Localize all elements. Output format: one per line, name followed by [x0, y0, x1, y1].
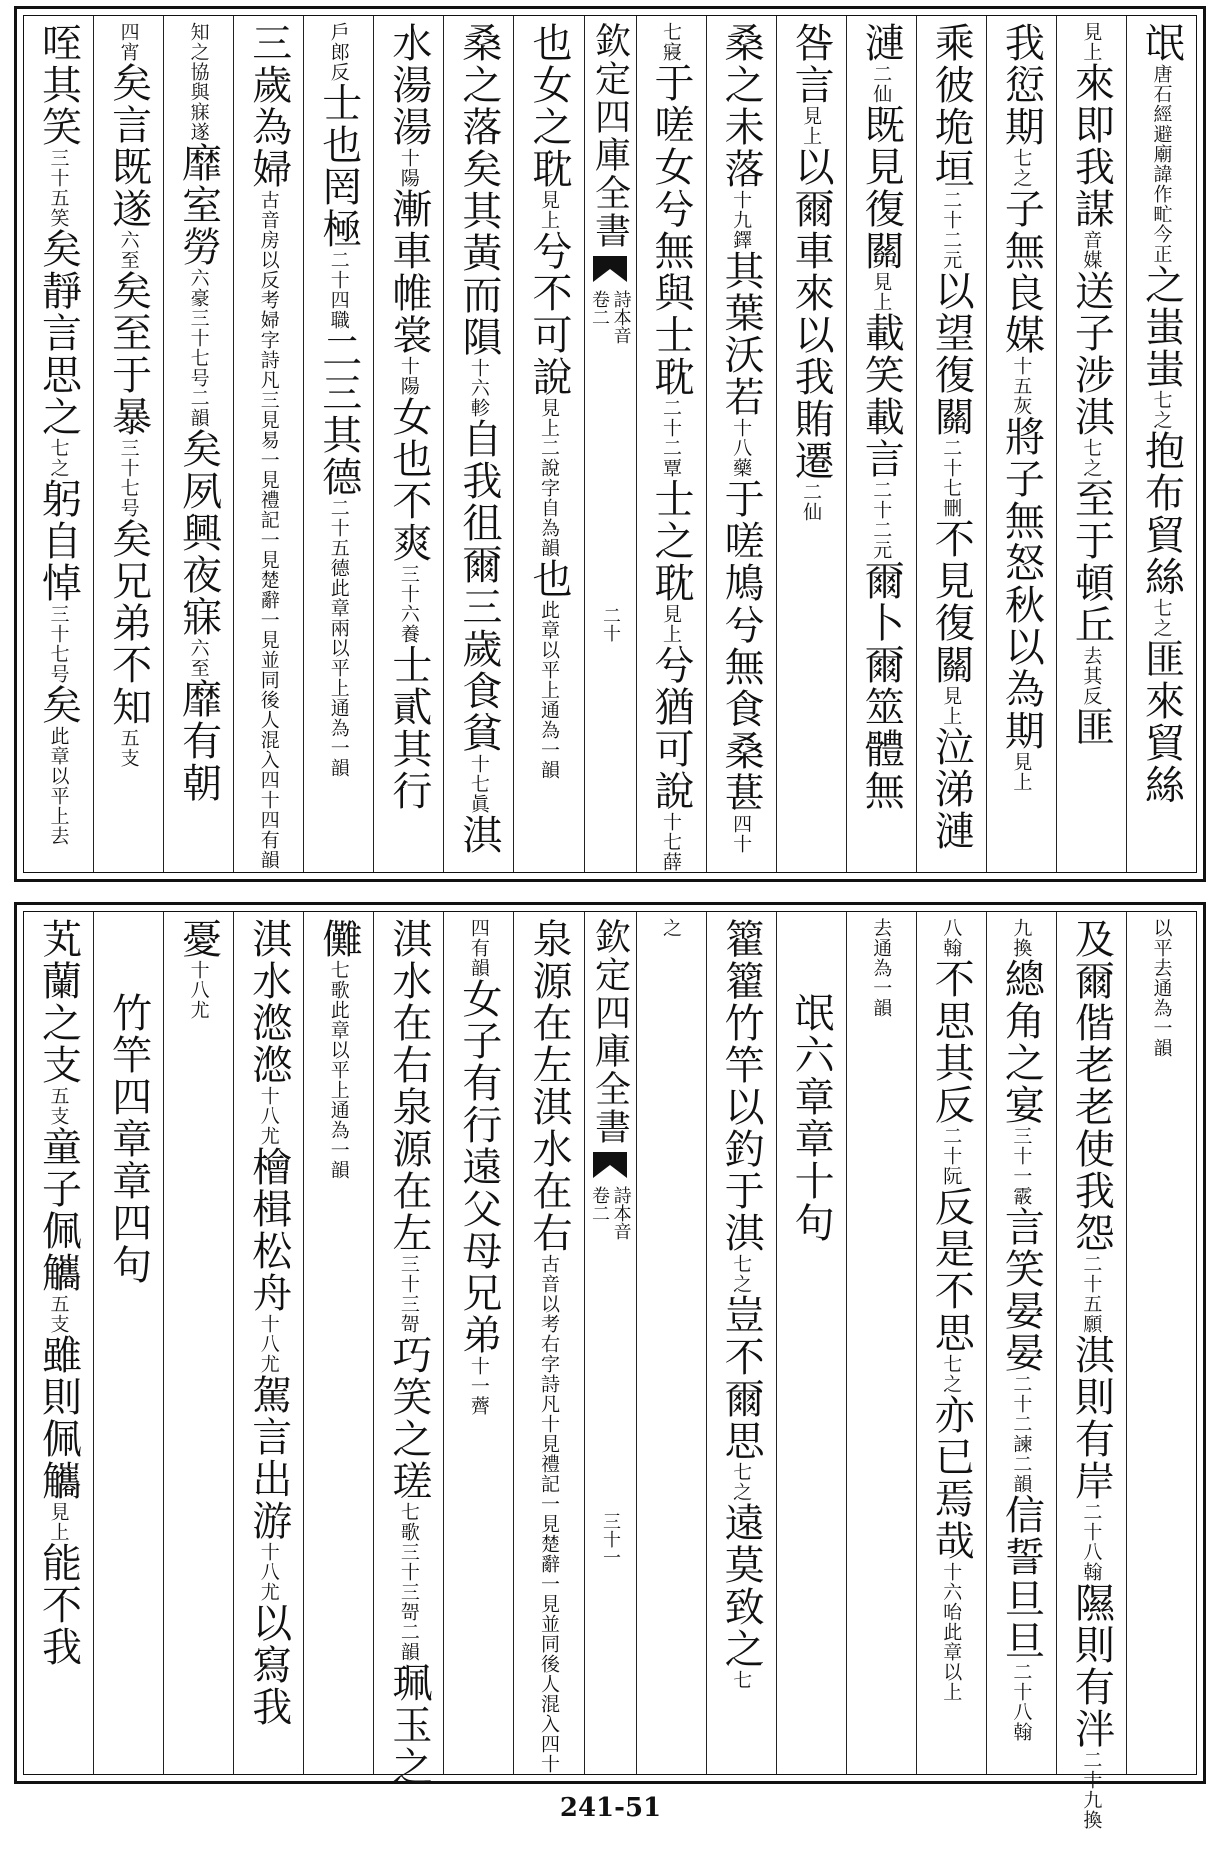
bottom-col-4: 八翰不思其反二十阮反是不思七之亦已焉哉十六咍此章以上: [916, 912, 986, 1774]
volume-label: 卷二: [589, 1186, 610, 1222]
bottom-col-16: 芄蘭之支五支童子佩觿五支雖則佩觿見上能不我: [35, 918, 82, 1668]
top-col-12: 戶郎反士也罔極二十四職二三其德二十五德此章兩以平上通為一韻: [303, 16, 373, 872]
running-title: 欽定四庫全書: [589, 22, 631, 250]
top-col-2: 見上來即我謀音媒送子涉淇七之至于頓丘去其反匪: [1056, 16, 1126, 872]
top-col-13: 三歲為婦古音房以反考婦字詩凡三見易一見禮記一見楚辭一見並同後人混入四十四有韻: [233, 16, 303, 872]
bottom-col-2: 及爾偕老老使我怨二十五願淇則有岸二十八翰隰則有泮二十九換: [1056, 912, 1126, 1774]
top-col-14: 知之協與寐遂靡室勞六豪三十七号二韻矣夙興夜寐六至靡有朝: [163, 16, 233, 872]
bottom-col-15: 竹竿四章章四句: [93, 912, 163, 1774]
top-col-9: 也女之耽見上兮不可說見上二說字自為韻也此章以平上通為一韻: [513, 16, 583, 872]
bottom-col-13: 淇水滺滺十八尤檜楫松舟十八尤駕言出游十八尤以寫我: [233, 912, 303, 1774]
section-title: 詩本音: [610, 290, 632, 344]
bottom-col-11: 淇水在右泉源在左三十三哿巧笑之瑳七歌三十三哿二韻珮玉之: [373, 912, 443, 1774]
volume-label: 卷二: [589, 290, 610, 326]
top-page-frame: [23, 15, 1197, 873]
top-page: [14, 6, 1206, 882]
bottom-center-column: [584, 912, 636, 1774]
bottom-col-14: 憂十八尤: [163, 912, 233, 1774]
leaf-number: 三十一: [600, 1512, 621, 1566]
top-col-1: 氓唐石經避廟諱作甿今正之蚩蚩七之抱布貿絲七之匪來貿絲: [1126, 16, 1196, 872]
bottom-col-10: 四有韻女子有行遠父母兄弟十一薺: [443, 912, 513, 1774]
top-col-11: 水湯湯十陽漸車帷裳十陽女也不爽三十六養士貳其行: [373, 16, 443, 872]
leaf-number: 二十: [600, 606, 621, 642]
bottom-col-6: 氓六章章十句: [776, 912, 846, 1774]
bottom-col-7: 籊籊竹竿以釣于淇七之豈不爾思七之遠莫致之七: [706, 912, 776, 1774]
bottom-col-1: 以平去通為一韻: [1126, 912, 1196, 1774]
top-col-7: 桑之未落十九鐸其葉沃若十八藥于嗟鳩兮無食桑葚四十: [706, 16, 776, 872]
bottom-col-8: 之: [636, 912, 706, 1774]
top-center-column: [584, 16, 636, 872]
bottom-col-9: 泉源在左淇水在右古音以考右字詩凡十見禮記一見楚辭一見並同後人混入四十: [513, 912, 583, 1774]
running-title: 欽定四庫全書: [589, 918, 631, 1146]
section-title: 詩本音: [610, 1186, 632, 1240]
bottom-col-12: 儺七歌此章以平上通為一韻: [303, 912, 373, 1774]
top-col-6: 咎言見上以爾車來以我賄遷二仙: [776, 16, 846, 872]
top-col-15: 四宵矣言既遂六至矣至于暴三十七号矣兄弟不知五支: [93, 16, 163, 872]
top-col-5: 漣二仙既見復關見上載笑載言二十二元爾卜爾筮體無: [846, 16, 916, 872]
top-col-10: 桑之落矣其黃而隕十六軫自我徂爾三歲食貧十七眞淇: [443, 16, 513, 872]
bottom-col-5: 去通為一韻: [846, 912, 916, 1774]
top-col-3: 我愆期七之子無良媒十五灰將子無怒秋以為期見上: [986, 16, 1056, 872]
bottom-col-3: 九換總角之宴三十一霰言笑晏晏二十二諫二韻信誓旦旦二十八翰: [986, 912, 1056, 1774]
page-footer-number: 241-51: [559, 1793, 662, 1823]
top-col-16: 咥其笑三十五笑矣靜言思之七之躬自悼三十七号矣此章以平上去: [35, 22, 82, 846]
top-col-8: 七寢于嗟女兮無與士耽二十二覃士之耽見上兮猶可說十七薛: [636, 16, 706, 872]
fish-tail-mark-icon: [593, 256, 627, 282]
fish-tail-mark-icon: [593, 1152, 627, 1178]
top-col-4: 乘彼垝垣二十二元以望復關二十七刪不見復關見上泣涕漣: [916, 16, 986, 872]
